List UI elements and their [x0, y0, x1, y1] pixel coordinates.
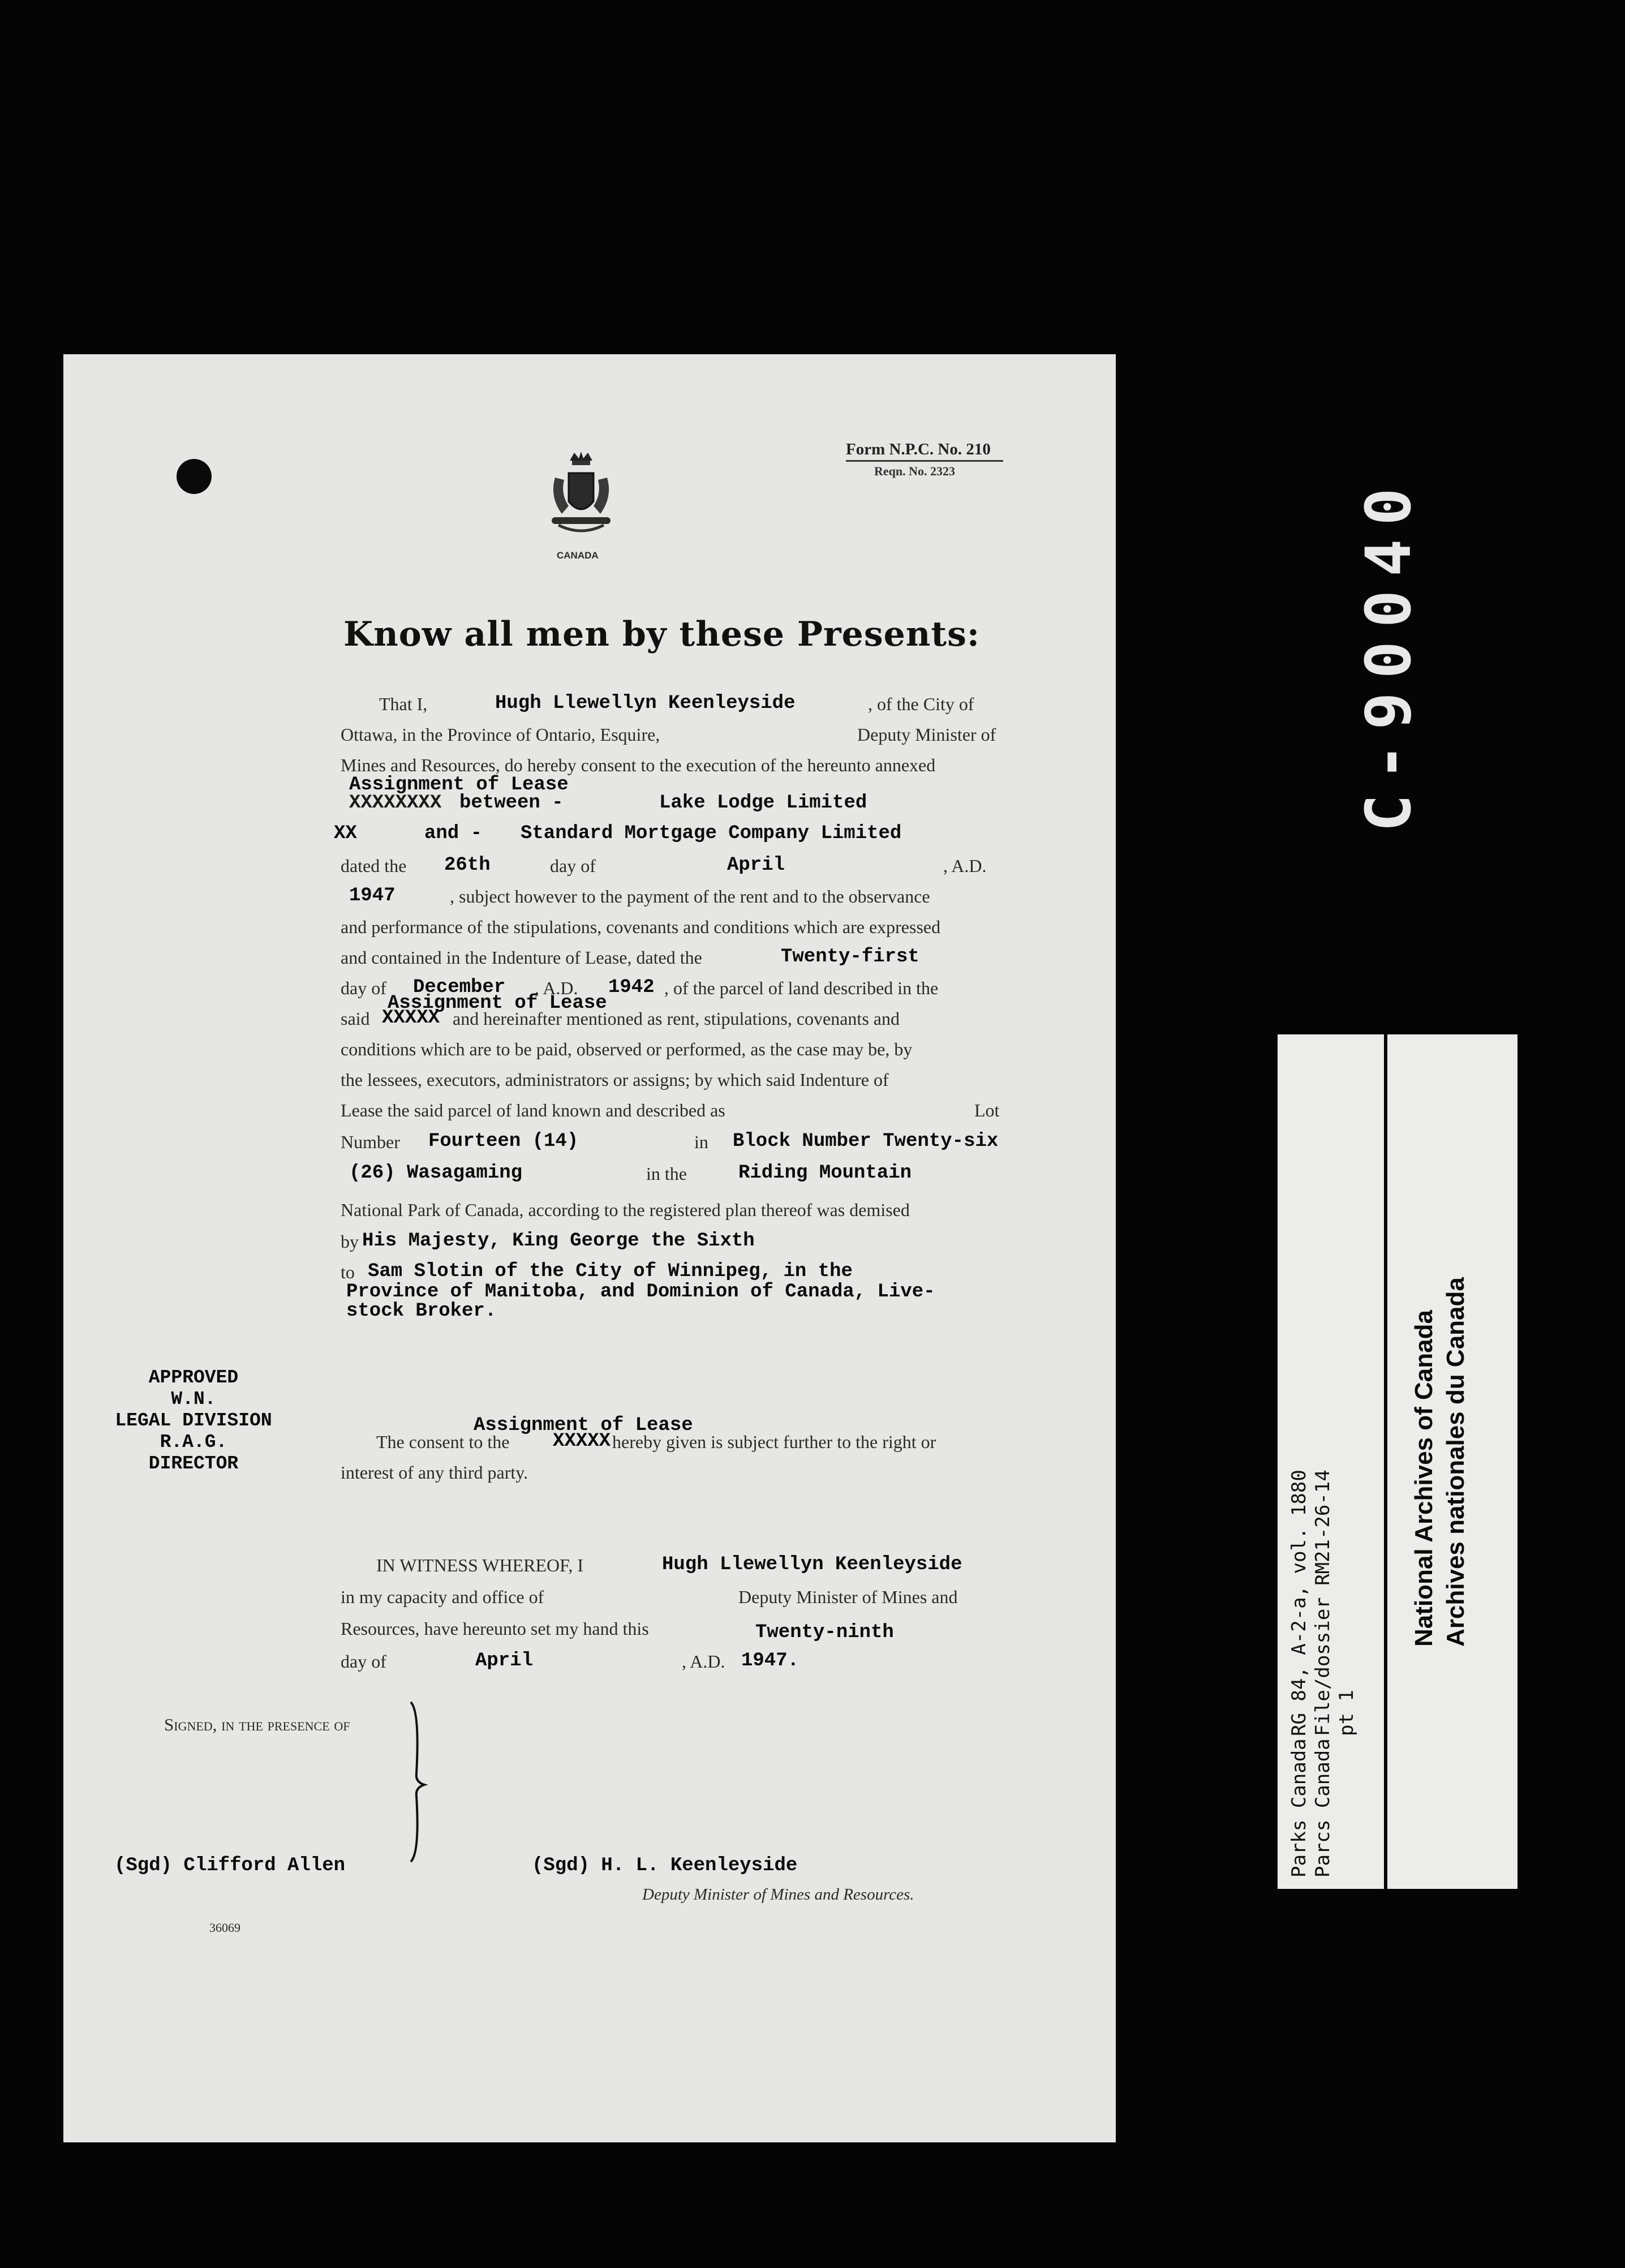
body-text: day of: [550, 856, 596, 876]
body-text: to: [341, 1262, 355, 1282]
body-text: and hereinafter mentioned as rent, stipulations, covenants and: [453, 1008, 900, 1029]
body-text: in my capacity and office of: [341, 1587, 544, 1607]
form-number: Form N.P.C. No. 210: [846, 440, 991, 458]
archives-label: [1387, 1034, 1517, 1889]
minister-signature: (Sgd) H. L. Keenleyside: [532, 1855, 798, 1876]
file-reference-line: RG 84, A-2-a, vol. 1880: [1288, 1470, 1310, 1736]
body-text: Resources, have hereunto set my hand this: [341, 1618, 649, 1639]
body-text: , of the City of: [868, 694, 974, 714]
filled-lease-month: December: [413, 977, 506, 998]
filled-month: April: [727, 854, 785, 876]
struck-text: XXXXX: [553, 1431, 611, 1452]
document-sheet: [63, 354, 1116, 2142]
filled-document-type: Assignment of Lease: [349, 774, 569, 796]
filled-month: April: [475, 1650, 534, 1672]
body-text: , A.D.: [943, 856, 987, 876]
body-text: Deputy Minister of Mines and: [738, 1587, 958, 1607]
body-text: day of: [341, 1651, 386, 1672]
file-reference-line: File/dossier RM21-26-14: [1312, 1470, 1334, 1736]
archives-name-fr: Archives nationales du Canada: [1442, 1277, 1469, 1647]
filled-name: Hugh Llewellyn Keenleyside: [495, 693, 796, 714]
approval-line: R.A.G.: [160, 1432, 227, 1453]
body-text: interest of any third party.: [341, 1462, 528, 1483]
approval-stamp: [92, 1367, 295, 1475]
body-text: and performance of the stipulations, covenants and conditions which are expressed: [341, 917, 941, 937]
filled-day: 26th: [444, 854, 491, 876]
agency-label: Parcs Canada: [1312, 1738, 1334, 1878]
file-reference-line: pt 1: [1335, 1690, 1358, 1736]
body-text: , subject however to the payment of the rent and to the observance: [450, 886, 930, 907]
approval-line: LEGAL DIVISION: [115, 1410, 272, 1431]
filled-lessee: stock Broker.: [346, 1300, 497, 1322]
filled-between: between -: [459, 792, 564, 814]
body-text: day of: [341, 978, 386, 998]
witness-signature: (Sgd) Clifford Allen: [114, 1855, 346, 1876]
filled-name: Hugh Llewellyn Keenleyside: [662, 1554, 962, 1575]
body-text: said: [341, 1008, 370, 1029]
body-text: Mines and Resources, do hereby consent to the execution of the hereunto annexed: [341, 755, 936, 775]
signed-presence: Signed, in the presence of: [164, 1715, 350, 1734]
filled-document-type: Assignment of Lease: [474, 1415, 693, 1436]
filled-year: 1947.: [741, 1650, 799, 1672]
punch-hole: [177, 459, 212, 494]
agency-label: Parks Canada: [1288, 1738, 1310, 1878]
reel-number: [1352, 266, 1426, 866]
body-text: National Park of Canada, according to the registered plan thereof was demised: [341, 1200, 910, 1220]
approval-line: W.N.: [171, 1389, 216, 1410]
minister-title: Deputy Minister of Mines and Resources.: [642, 1885, 914, 1904]
body-text: IN WITNESS WHEREOF, I: [376, 1555, 584, 1575]
body-text: dated the: [341, 856, 407, 876]
coat-of-arms-icon: [547, 450, 615, 541]
body-text: Lease the said parcel of land known and described as: [341, 1100, 725, 1120]
form-reqn: Reqn. No. 2323: [874, 464, 956, 478]
filled-lot: Fourteen (14): [428, 1131, 579, 1152]
struck-text: XXXXX: [382, 1007, 440, 1029]
body-text: by: [341, 1231, 359, 1252]
body-text: That I,: [379, 694, 428, 714]
body-text: The consent to the: [376, 1432, 510, 1452]
filled-lessor: His Majesty, King George the Sixth: [362, 1230, 755, 1252]
body-text: , of the parcel of land described in the: [664, 978, 939, 998]
body-text: , A.D.: [535, 978, 578, 998]
document-heading: Know all men by these Presents:: [343, 615, 981, 654]
body-text: the lessees, executors, administrators or assigns; by which said Indenture of: [341, 1069, 889, 1090]
body-text: Number: [341, 1132, 400, 1152]
body-text: in the: [646, 1163, 687, 1184]
body-text: in: [694, 1132, 708, 1152]
filled-document-type: Assignment of Lease: [388, 993, 607, 1014]
print-code: 36069: [209, 1921, 240, 1935]
filled-lease-year: 1942: [608, 977, 655, 998]
body-text: Deputy Minister of: [857, 724, 996, 745]
coat-of-arms-label: CANADA: [557, 550, 599, 561]
body-text: Ottawa, in the Province of Ontario, Esquire,: [341, 724, 660, 745]
archives-name-en: National Archives of Canada: [1410, 1310, 1438, 1647]
file-reference-label: [1278, 1034, 1384, 1889]
filled-park: Riding Mountain: [738, 1162, 912, 1184]
body-text: hereby given is subject further to the right or: [612, 1432, 936, 1452]
body-text: Lot: [974, 1100, 1000, 1120]
body-text: , A.D.: [682, 1651, 725, 1672]
struck-text: XXXXXXXX: [349, 792, 442, 814]
reel-number-text: C-90040: [1352, 474, 1425, 832]
approval-line: DIRECTOR: [148, 1453, 239, 1474]
filled-party-two: Standard Mortgage Company Limited: [521, 823, 902, 844]
filled-block-townsite: (26) Wasagaming: [349, 1162, 523, 1184]
approval-line: APPROVED: [148, 1367, 239, 1388]
filled-block: Block Number Twenty-six: [733, 1131, 999, 1152]
signature-brace: [407, 1700, 430, 1864]
body-text: conditions which are to be paid, observed or performed, as the case may be, by: [341, 1039, 913, 1059]
filled-party-one: Lake Lodge Limited: [659, 792, 867, 814]
form-number-rule: [846, 460, 1003, 462]
filled-day: Twenty-ninth: [755, 1622, 894, 1643]
body-text: and contained in the Indenture of Lease, dated the: [341, 947, 702, 968]
filled-lease-day: Twenty-first: [781, 946, 919, 968]
filled-lessee: Province of Manitoba, and Dominion of Canada, Live-: [346, 1281, 935, 1303]
filled-lessee: Sam Slotin of the City of Winnipeg, in the: [368, 1261, 853, 1282]
struck-text: XX: [334, 823, 357, 844]
filled-year: 1947: [349, 885, 395, 907]
filled-and: and -: [424, 823, 483, 844]
